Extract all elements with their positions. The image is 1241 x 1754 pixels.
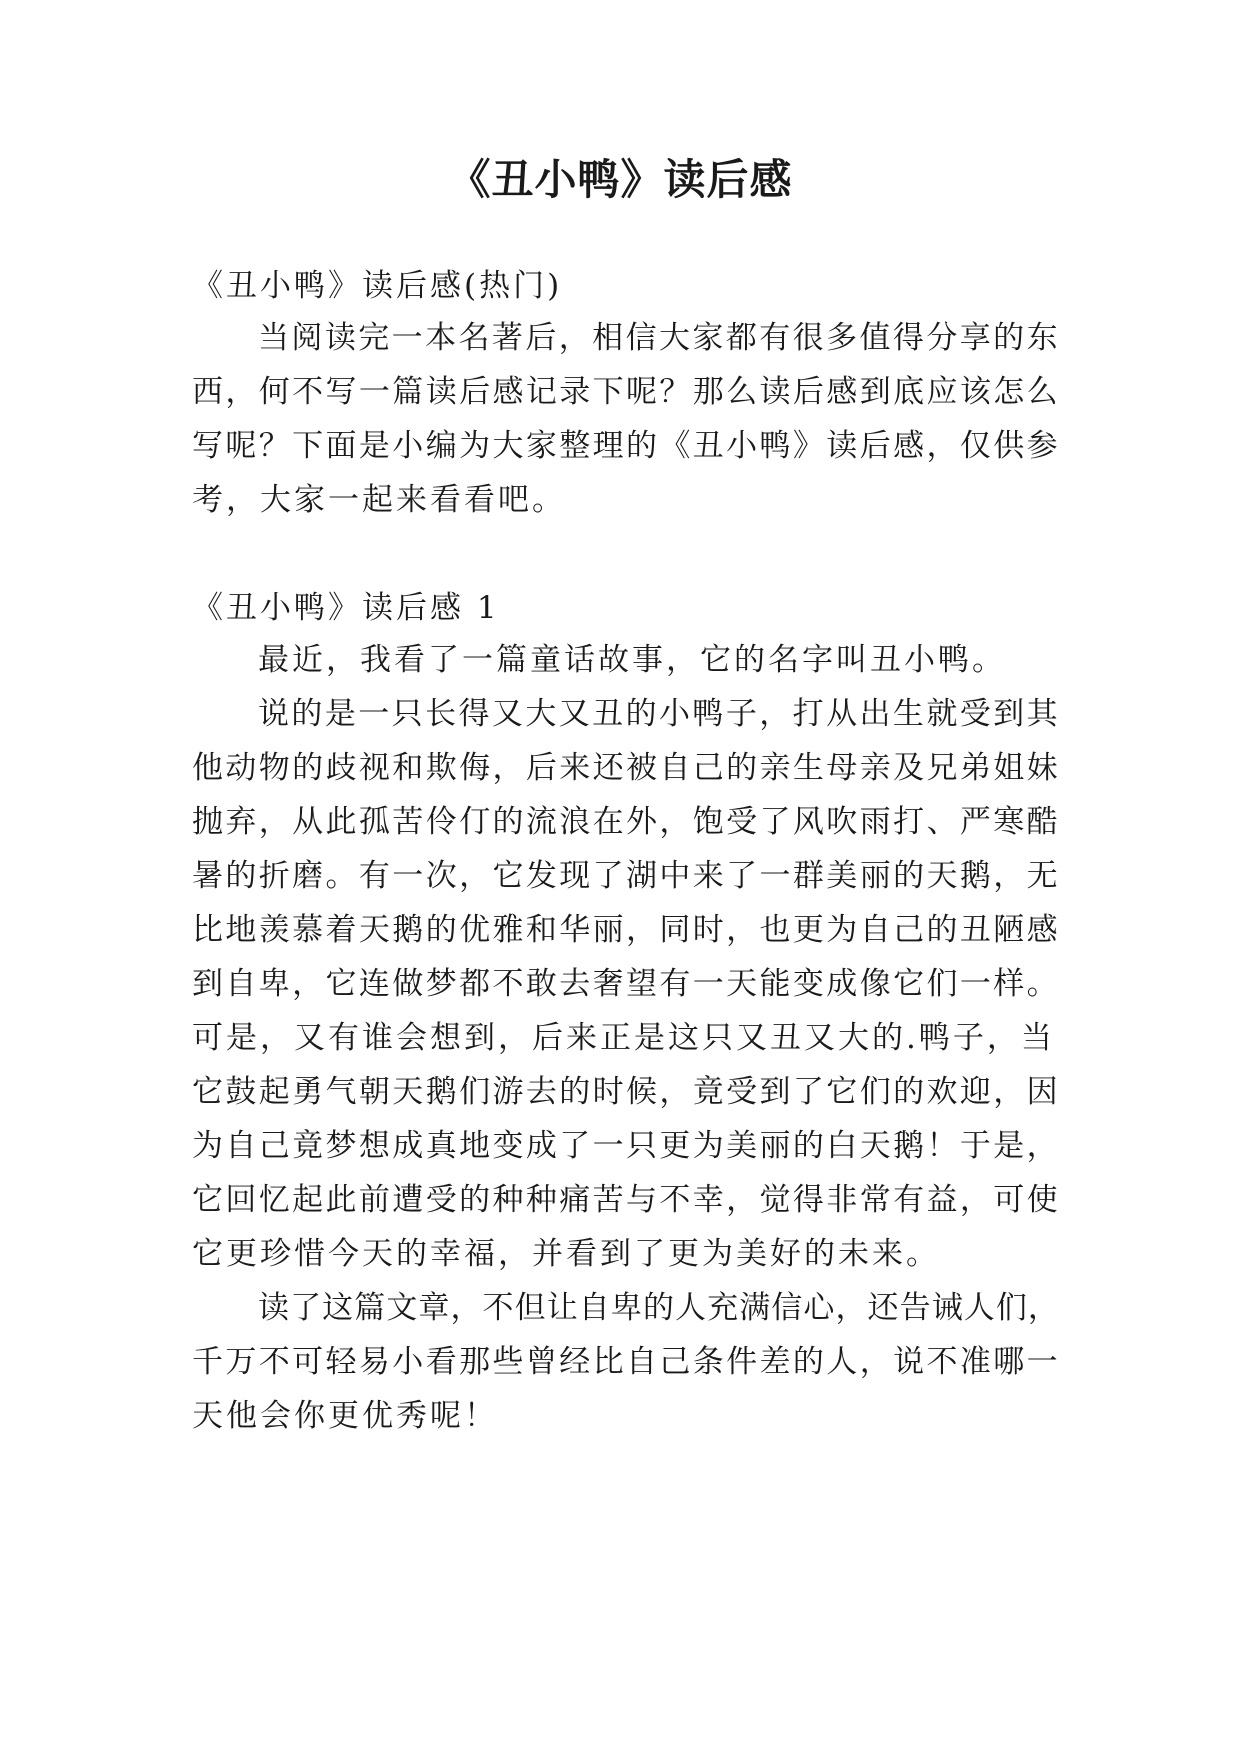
paragraph-line: 天他会你更优秀呢！	[192, 1398, 498, 1434]
intro-line-4: 考，大家一起来看看吧。	[192, 482, 566, 518]
paragraph-line: 读了这篇文章，不但让自卑的人充满信心，还告诫人们，	[258, 1290, 1060, 1326]
paragraph-line: 为自己竟梦想成真地变成了一只更为美丽的白天鹅！于是，	[192, 1128, 1060, 1164]
paragraph-line: 暑的折磨。有一次，它发现了湖中来了一群美丽的天鹅，无	[192, 858, 1060, 894]
paragraph-line: 它回忆起此前遭受的种种痛苦与不幸，觉得非常有益，可使	[192, 1182, 1060, 1218]
paragraph-line: 它鼓起勇气朝天鹅们游去的时候，竟受到了它们的欢迎，因	[192, 1074, 1060, 1110]
paragraph-line: 千万不可轻易小看那些曾经比自己条件差的人，说不准哪一	[192, 1344, 1060, 1380]
intro-line-2: 西，何不写一篇读后感记录下呢？那么读后感到底应该怎么	[192, 374, 1060, 410]
paragraph-line: 比地羡慕着天鹅的优雅和华丽，同时，也更为自己的丑陋感	[192, 912, 1060, 948]
paragraph-line: 到自卑，它连做梦都不敢去奢望有一天能变成像它们一样。	[192, 966, 1060, 1002]
document-title: 《丑小鸭》读后感	[448, 155, 793, 204]
paragraph-line: 抛弃，从此孤苦伶仃的流浪在外，饱受了风吹雨打、严寒酷	[192, 804, 1060, 840]
paragraph-line: 最近，我看了一篇童话故事，它的名字叫丑小鸭。	[258, 642, 1006, 678]
paragraph-line: 他动物的歧视和欺侮，后来还被自己的亲生母亲及兄弟姐妹	[192, 750, 1060, 786]
paragraph-line: 说的是一只长得又大又丑的小鸭子，打从出生就受到其	[258, 696, 1060, 732]
intro-line-1: 当阅读完一本名著后，相信大家都有很多值得分享的东	[258, 320, 1060, 356]
subtitle-line: 《丑小鸭》读后感(热门)	[192, 268, 563, 304]
section-heading: 《丑小鸭》读后感 1	[192, 590, 500, 626]
paragraph-line: 可是，又有谁会想到，后来正是这只又丑又大的.鸭子，当	[192, 1020, 1055, 1056]
paragraph-line: 它更珍惜今天的幸福，并看到了更为美好的未来。	[192, 1236, 940, 1272]
intro-line-3: 写呢？下面是小编为大家整理的《丑小鸭》读后感，仅供参	[192, 428, 1060, 464]
